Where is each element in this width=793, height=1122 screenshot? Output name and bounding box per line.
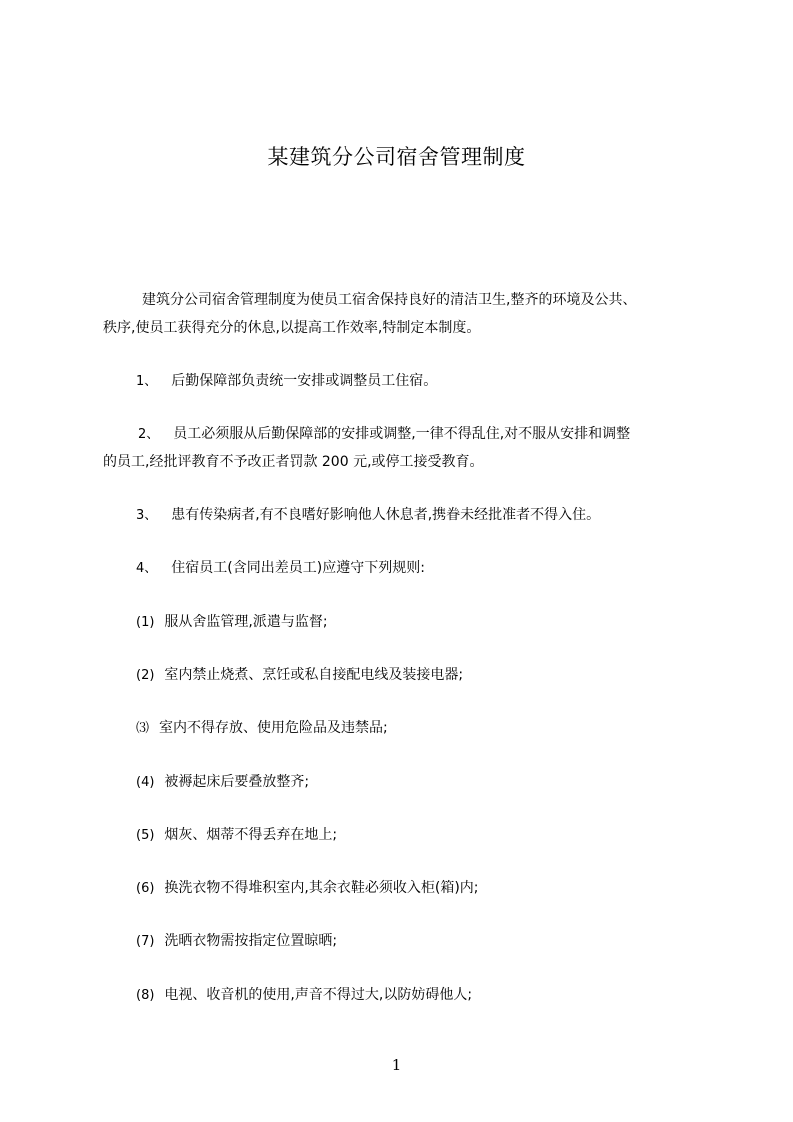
rule-number: (2) <box>136 668 155 683</box>
rule-number: (8) <box>136 988 155 1003</box>
rule-item <box>136 878 479 899</box>
rule-item <box>136 612 328 633</box>
rule-item <box>136 931 337 952</box>
rule-item <box>136 985 472 1006</box>
rule-text: 服从舍监管理,派遣与监督; <box>164 614 328 630</box>
item-number: 3、 <box>136 508 158 523</box>
rule-number: ⑶ <box>136 721 150 736</box>
list-item <box>138 424 630 445</box>
rule-text: 换洗衣物不得堆积室内,其余衣鞋必须收入柜(箱)内; <box>164 880 479 896</box>
rule-item <box>136 825 337 846</box>
rule-number: (4) <box>136 775 155 790</box>
rule-text: 烟灰、烟蒂不得丢弃在地上; <box>164 827 338 843</box>
item-text-continuation: 的员工,经批评教育不予改正者罚款 200 元,或停工接受教育。 <box>103 454 484 470</box>
rule-text: 洗晒衣物需按指定位置晾晒; <box>164 933 338 949</box>
item-text: 员工必须服从后勤保障部的安排或调整,一律不得乱住,对不服从安排和调整 <box>173 426 631 442</box>
rule-text: 室内禁止烧煮、烹饪或私自接配电线及装接电器; <box>164 667 464 683</box>
list-item <box>136 558 425 579</box>
rule-number: (6) <box>136 881 155 896</box>
page-title: 某建筑分公司宿舍管理制度 <box>267 145 526 169</box>
item-number: 1、 <box>136 374 158 389</box>
rule-text: 被褥起床后要叠放整齐; <box>164 774 310 790</box>
rule-item <box>136 772 309 793</box>
rule-item <box>136 718 388 739</box>
list-item <box>136 371 437 392</box>
item-number: 4、 <box>136 561 158 576</box>
item-text: 后勤保障部负责统一安排或调整员工住宿。 <box>171 373 438 389</box>
item-text: 住宿员工(含同出差员工)应遵守下列规则: <box>171 560 425 576</box>
rule-text: 室内不得存放、使用危险品及违禁品; <box>159 720 388 736</box>
item-text: 患有传染病者,有不良嗜好影响他人休息者,携眷未经批准者不得入住。 <box>171 507 601 523</box>
item-number: 2、 <box>138 427 160 442</box>
rule-text: 电视、收音机的使用,声音不得过大,以防妨碍他人; <box>164 987 473 1003</box>
rule-number: (7) <box>136 934 155 949</box>
intro-paragraph-line-2: 秩序,使员工获得充分的休息,以提高工作效率,特制定本制度。 <box>103 320 481 336</box>
rule-item <box>136 665 463 686</box>
list-item <box>136 505 600 526</box>
rule-number: (5) <box>136 828 155 843</box>
intro-paragraph-line-1: 建筑分公司宿舍管理制度为使员工宿舍保持良好的清洁卫生,整齐的环境及公共、 <box>142 292 637 308</box>
page-number: 1 <box>391 1056 402 1074</box>
rule-number: (1) <box>136 615 155 630</box>
